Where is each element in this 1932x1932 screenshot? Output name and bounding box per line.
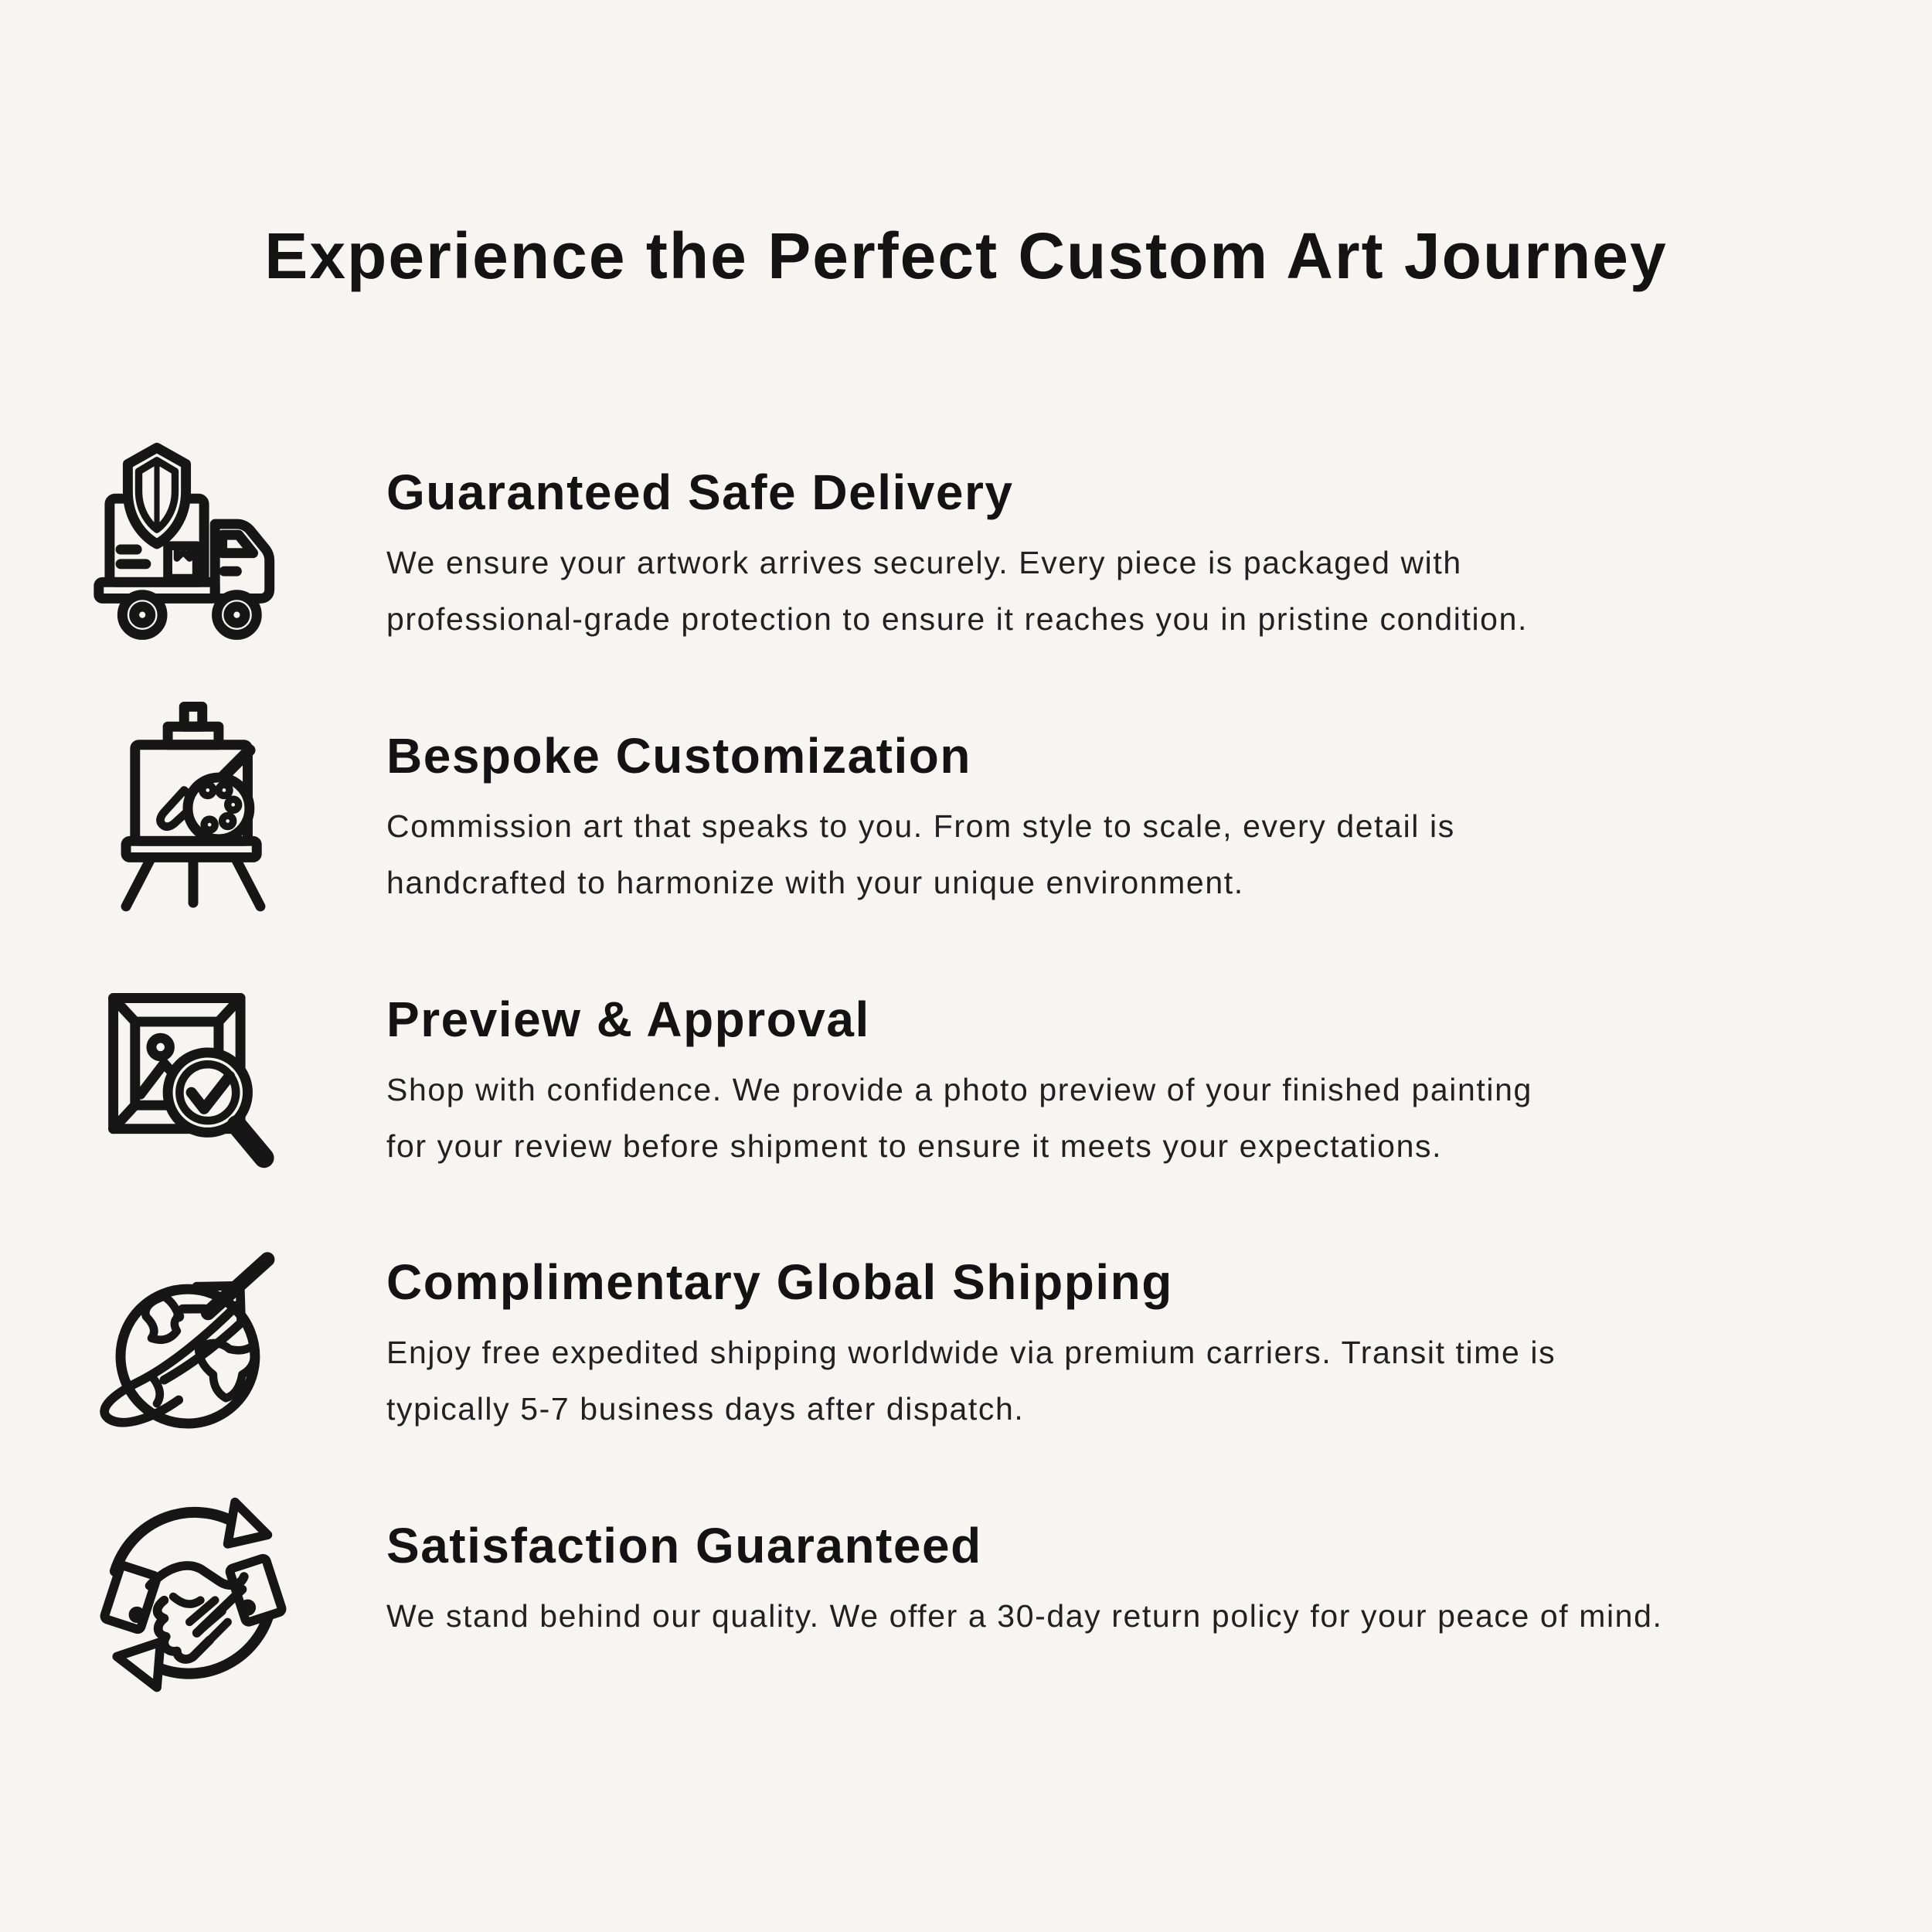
handshake-arrows-icon (77, 1488, 309, 1712)
feature-heading: Satisfaction Guaranteed (386, 1518, 982, 1573)
easel-palette-icon (77, 699, 309, 923)
feature-description (386, 1062, 1901, 1175)
feature-heading: Guaranteed Safe Delivery (386, 464, 1014, 520)
feature-description (386, 798, 1901, 911)
feature-description (386, 1588, 1901, 1645)
globe-plane-icon (77, 1236, 309, 1461)
feature-heading: Bespoke Customization (386, 728, 971, 784)
feature-description-line: handcrafted to harmonize with your unique environment. (386, 865, 1244, 900)
feature-description-line: for your review before shipment to ensure it meets your expectations. (386, 1128, 1443, 1164)
feature-description-line: We stand behind our quality. We offer a 30-day return policy for your peace of mind. (386, 1598, 1663, 1634)
page-title: Experience the Perfect Custom Art Journey (264, 219, 1668, 292)
feature-description-line: Shop with confidence. We provide a photo preview of your finished painting (386, 1072, 1532, 1107)
feature-description (386, 1325, 1901, 1437)
feature-description-line: Commission art that speaks to you. From style to scale, every detail is (386, 808, 1455, 844)
feature-description (386, 535, 1901, 648)
frame-magnifier-icon (77, 980, 309, 1204)
feature-heading: Preview & Approval (386, 992, 870, 1047)
feature-description-line: Enjoy free expedited shipping worldwide via premium carriers. Transit time is (386, 1335, 1556, 1370)
feature-description-line: typically 5-7 business days after dispatch. (386, 1391, 1025, 1427)
feature-description-line: We ensure your artwork arrives securely. Every piece is packaged with (386, 545, 1462, 580)
feature-description-line: professional-grade protection to ensure it reaches you in pristine condition. (386, 601, 1528, 637)
feature-heading: Complimentary Global Shipping (386, 1254, 1173, 1310)
shield-truck-icon (77, 440, 309, 665)
